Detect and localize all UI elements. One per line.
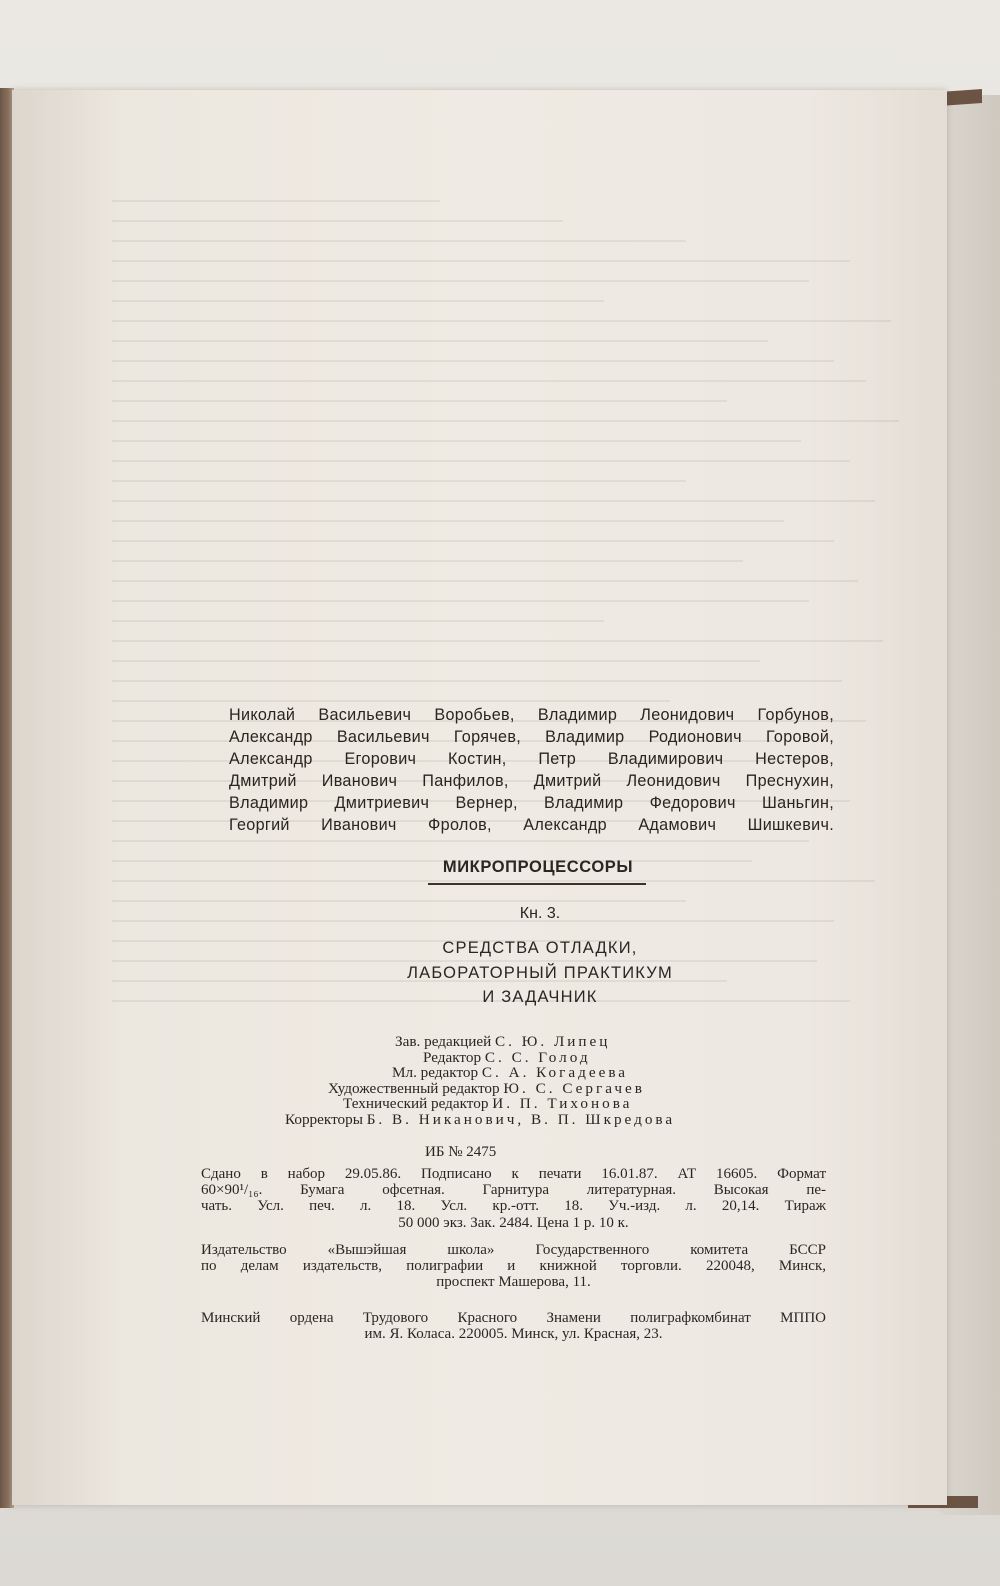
author-line: Александр Егорович Костин, Петр Владимирович Нестеров, (229, 750, 834, 768)
printer-line: Минский ордена Трудового Красного Знамени полиграфкомбинат МППО (201, 1310, 826, 1326)
author-line: Александр Васильевич Горячев, Владимир Родионович Горовой, (229, 728, 834, 746)
staff-line (260, 1112, 820, 1128)
staff-line (260, 1065, 820, 1081)
staff-line (260, 1096, 820, 1112)
series-title: МИКРОПРОЦЕССОРЫ (442, 858, 634, 876)
printing-line: 50 000 экз. Зак. 2484. Цена 1 р. 10 к. (398, 1214, 629, 1231)
staff-role: Технический редактор (343, 1095, 489, 1113)
subtitle-line: СРЕДСТВА ОТЛАДКИ, (442, 939, 638, 957)
staff-name: С. Ю. Липец (495, 1033, 611, 1050)
staff-name: С. А. Когадеева (481, 1064, 629, 1082)
staff-line (260, 1081, 820, 1097)
subtitle-line: И ЗАДАЧНИК (482, 988, 598, 1006)
staff-name: С. С. Голод (484, 1048, 591, 1066)
author-line: Дмитрий Иванович Панфилов, Дмитрий Леонидович Преснухин, (229, 772, 834, 790)
author-line: Николай Васильевич Воробьев, Владимир Леонидович Горбунов, (229, 706, 834, 724)
authors-list (229, 704, 834, 836)
book-number: Кн. 3. (519, 905, 561, 922)
staff-role: Художественный редактор (328, 1079, 500, 1097)
staff-name: Б. В. Никанович, В. П. Шкредова (366, 1110, 676, 1128)
staff-role: Корректоры (285, 1110, 363, 1128)
printing-line: 60×90¹/₁₆. Бумага офсетная. Гарнитура литературная. Высокая пе- (201, 1182, 826, 1199)
staff-role: Редактор (423, 1048, 482, 1066)
printing-info (201, 1166, 826, 1231)
staff-name: Ю. С. Сергачев (503, 1079, 645, 1097)
staff-role: Мл. редактор (392, 1064, 479, 1082)
printing-line: чать. Усл. печ. л. 18. Усл. кр.-отт. 18. Уч.-изд. л. 20,14. Тираж (201, 1198, 826, 1215)
staff-line (260, 1034, 820, 1050)
publisher-line: по делам издательств, полиграфии и книжной торговли. 220048, Минск, (201, 1258, 826, 1275)
publisher-line: Издательство «Вышэйшая школа» Государственного комитета БССР (201, 1242, 826, 1258)
publisher-info (201, 1242, 826, 1291)
author-line: Георгий Иванович Фролов, Александр Адамович Шишкевич. (229, 816, 834, 834)
printer-info (201, 1310, 826, 1342)
staff-role: Зав. редакцией (395, 1033, 492, 1050)
ib-number: ИБ № 2475 (425, 1144, 497, 1160)
subtitle-line: ЛАБОРАТОРНЫЙ ПРАКТИКУМ (407, 963, 673, 982)
printer-line: им. Я. Коласа. 220005. Минск, ул. Красная, 23. (364, 1326, 663, 1343)
title-underline (428, 883, 646, 885)
book-subtitle (330, 936, 750, 1010)
printing-line: Сдано в набор 29.05.86. Подписано к печати 16.01.87. АТ 16605. Формат (201, 1166, 826, 1182)
publisher-line: проспект Машерова, 11. (436, 1274, 591, 1291)
book-page-stack (940, 95, 1000, 1515)
author-line: Владимир Дмитриевич Вернер, Владимир Федорович Шаньгин, (229, 794, 834, 812)
editorial-staff (260, 1034, 820, 1128)
staff-name: И. П. Тихонова (492, 1095, 633, 1113)
staff-line (260, 1050, 820, 1066)
